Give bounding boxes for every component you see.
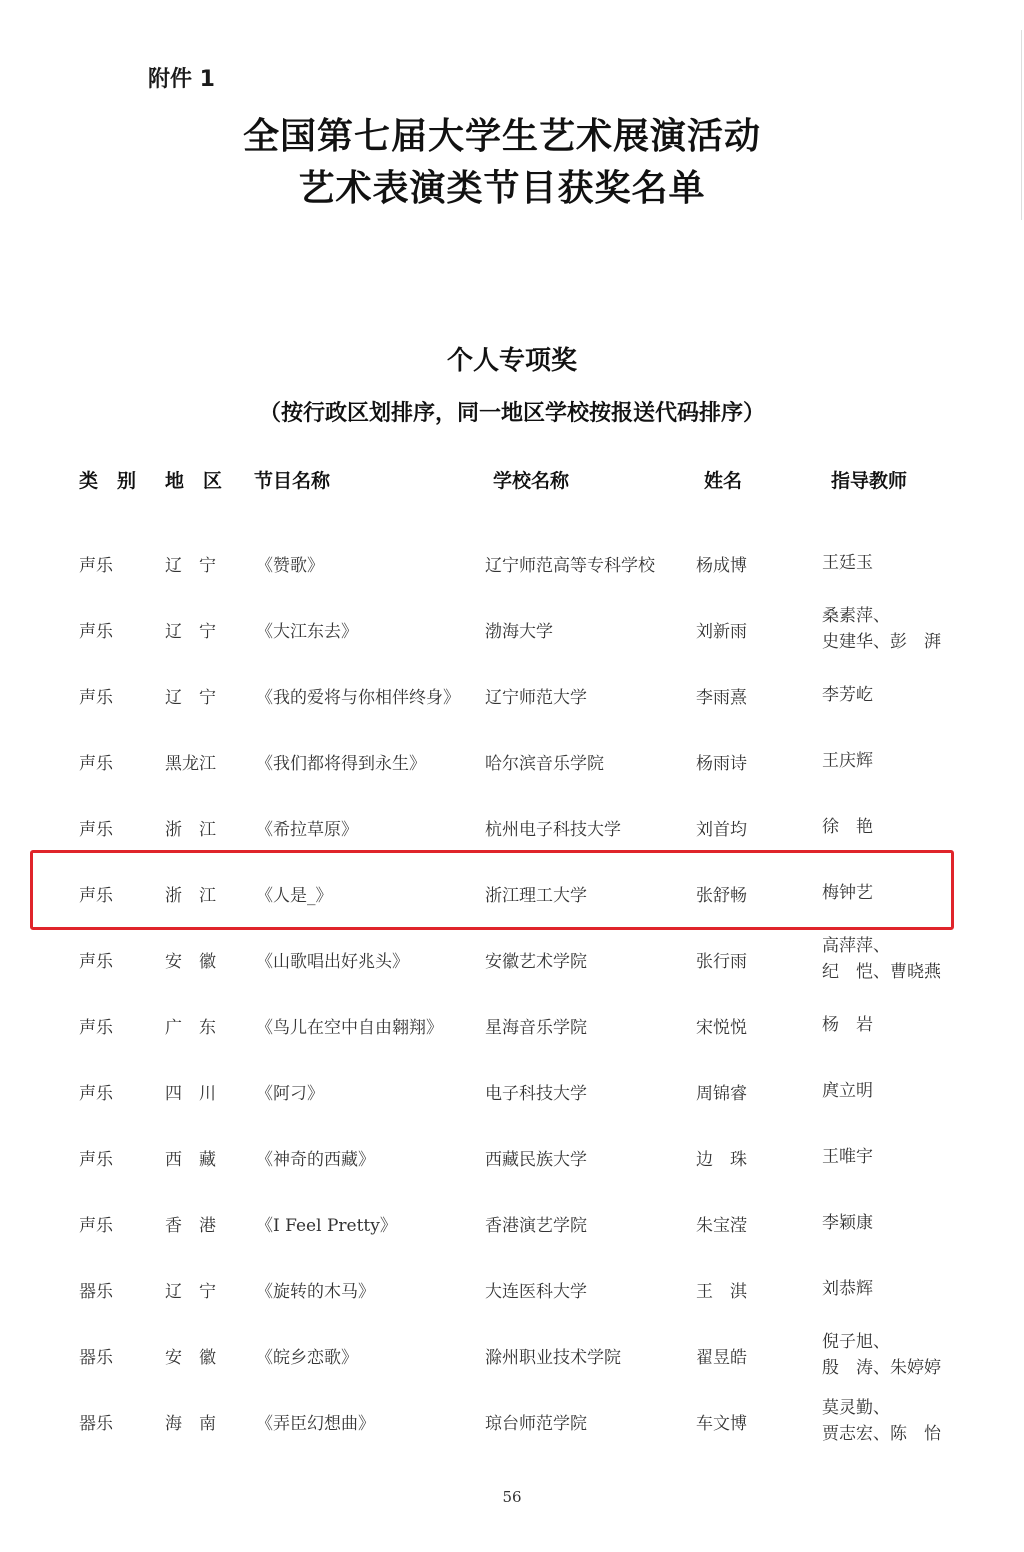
row-name: 翟昱皓: [696, 1347, 747, 1368]
row-name: 杨成博: [696, 555, 747, 576]
row-region: 西 藏: [165, 1149, 216, 1170]
row-teacher: 王庆辉: [822, 751, 873, 771]
row-school: 大连医科大学: [485, 1281, 587, 1302]
row-category: 声乐: [79, 951, 113, 972]
row-category: 声乐: [79, 819, 113, 840]
row-program: 《人是_》: [256, 885, 333, 906]
row-category: 器乐: [79, 1413, 113, 1434]
table-row: [0, 596, 1024, 662]
row-program: 《山歌唱出好兆头》: [256, 951, 409, 972]
row-region: 安 徽: [165, 1347, 216, 1368]
row-teacher: 梅钟艺: [822, 883, 873, 903]
row-program: 《希拉草原》: [256, 819, 358, 840]
sort-note: （按行政区划排序，同一地区学校按报送代码排序）: [258, 400, 765, 426]
document-title-line2: 艺术表演类节目获奖名单: [298, 168, 706, 209]
row-region: 辽 宁: [165, 1281, 216, 1302]
row-school: 香港演艺学院: [485, 1215, 587, 1236]
row-program: 《大江东去》: [256, 621, 358, 642]
row-region: 辽 宁: [165, 555, 216, 576]
row-program: 《阿刁》: [256, 1083, 324, 1104]
row-school: 滁州职业技术学院: [485, 1347, 621, 1368]
row-category: 器乐: [79, 1347, 113, 1368]
row-program: 《皖乡恋歌》: [256, 1347, 358, 1368]
table-row: [0, 1256, 1024, 1322]
header-category: 类 别: [79, 470, 137, 492]
row-name: 边 珠: [696, 1149, 747, 1170]
row-region: 香 港: [165, 1215, 216, 1236]
row-category: 声乐: [79, 753, 113, 774]
row-category: 声乐: [79, 1083, 113, 1104]
table-row: [0, 992, 1024, 1058]
row-teacher: 李颖康: [822, 1213, 873, 1233]
row-name: 宋悦悦: [696, 1017, 747, 1038]
row-teacher: 杨 岩: [822, 1015, 873, 1035]
row-name: 车文博: [696, 1413, 747, 1434]
row-program: 《神奇的西藏》: [256, 1149, 375, 1170]
page-number: 56: [502, 1488, 522, 1506]
table-row: [0, 926, 1024, 992]
row-school: 辽宁师范高等专科学校: [485, 555, 655, 576]
row-name: 王 淇: [696, 1281, 747, 1302]
table-row: [0, 1322, 1024, 1388]
row-teacher: 王唯宇: [822, 1147, 873, 1167]
row-category: 声乐: [79, 687, 113, 708]
row-school: 渤海大学: [485, 621, 553, 642]
row-region: 辽 宁: [165, 621, 216, 642]
header-teacher: 指导教师: [831, 470, 908, 492]
row-school: 杭州电子科技大学: [485, 819, 621, 840]
table-row: [0, 662, 1024, 728]
row-program: 《I Feel Pretty》: [256, 1215, 397, 1236]
row-school: 辽宁师范大学: [485, 687, 587, 708]
row-name: 张行雨: [696, 951, 747, 972]
row-region: 辽 宁: [165, 687, 216, 708]
document-title-line1: 全国第七届大学生艺术展演活动: [242, 116, 761, 157]
row-teacher: 刘恭辉: [822, 1279, 873, 1299]
row-name: 杨雨诗: [696, 753, 747, 774]
row-region: 浙 江: [165, 819, 216, 840]
attachment-label: 附件 1: [148, 67, 215, 92]
row-teacher: 高萍萍、 纪 恺、曹晓燕: [822, 936, 941, 982]
table-row: [0, 728, 1024, 794]
row-name: 周锦睿: [696, 1083, 747, 1104]
row-category: 声乐: [79, 885, 113, 906]
row-name: 刘首均: [696, 819, 747, 840]
row-teacher: 桑素萍、 史建华、彭 湃: [822, 606, 941, 652]
row-school: 浙江理工大学: [485, 885, 587, 906]
row-name: 李雨熹: [696, 687, 747, 708]
table-row: [0, 1388, 1024, 1454]
table-row: [0, 530, 1024, 596]
row-region: 四 川: [165, 1083, 216, 1104]
row-teacher: 徐 艳: [822, 817, 873, 837]
row-teacher: 倪子旭、 殷 涛、朱婷婷: [822, 1332, 941, 1378]
highlighted-row-box: [30, 850, 954, 930]
row-region: 安 徽: [165, 951, 216, 972]
row-school: 安徽艺术学院: [485, 951, 587, 972]
row-region: 海 南: [165, 1413, 216, 1434]
row-program: 《赞歌》: [256, 555, 324, 576]
table-row: [0, 1058, 1024, 1124]
row-name: 刘新雨: [696, 621, 747, 642]
row-category: 声乐: [79, 621, 113, 642]
row-teacher: 王廷玉: [822, 553, 873, 573]
row-program: 《鸟儿在空中自由翱翔》: [256, 1017, 443, 1038]
row-school: 星海音乐学院: [485, 1017, 587, 1038]
header-school: 学校名称: [493, 470, 570, 492]
row-name: 张舒畅: [696, 885, 747, 906]
page-edge-line: [1021, 30, 1022, 220]
row-teacher: 庹立明: [822, 1081, 873, 1101]
section-title: 个人专项奖: [446, 346, 577, 376]
award-table: [0, 530, 1024, 1454]
row-category: 声乐: [79, 1017, 113, 1038]
row-school: 西藏民族大学: [485, 1149, 587, 1170]
row-program: 《我的爱将与你相伴终身》: [256, 687, 460, 708]
row-region: 广 东: [165, 1017, 216, 1038]
row-program: 《我们都将得到永生》: [256, 753, 426, 774]
header-program: 节目名称: [254, 470, 331, 492]
row-region: 黑龙江: [165, 753, 216, 774]
row-category: 声乐: [79, 1149, 113, 1170]
row-teacher: 莫灵勤、 贾志宏、陈 怡: [822, 1398, 941, 1444]
row-program: 《弄臣幻想曲》: [256, 1413, 375, 1434]
header-name: 姓名: [704, 470, 743, 492]
table-row: [0, 1190, 1024, 1256]
row-category: 器乐: [79, 1281, 113, 1302]
row-school: 哈尔滨音乐学院: [485, 753, 604, 774]
row-school: 琼台师范学院: [485, 1413, 587, 1434]
row-category: 声乐: [79, 1215, 113, 1236]
row-region: 浙 江: [165, 885, 216, 906]
header-region: 地 区: [165, 470, 223, 492]
row-school: 电子科技大学: [485, 1083, 587, 1104]
row-program: 《旋转的木马》: [256, 1281, 375, 1302]
row-name: 朱宝滢: [696, 1215, 747, 1236]
row-category: 声乐: [79, 555, 113, 576]
row-teacher: 李芳屹: [822, 685, 873, 705]
table-row: [0, 1124, 1024, 1190]
